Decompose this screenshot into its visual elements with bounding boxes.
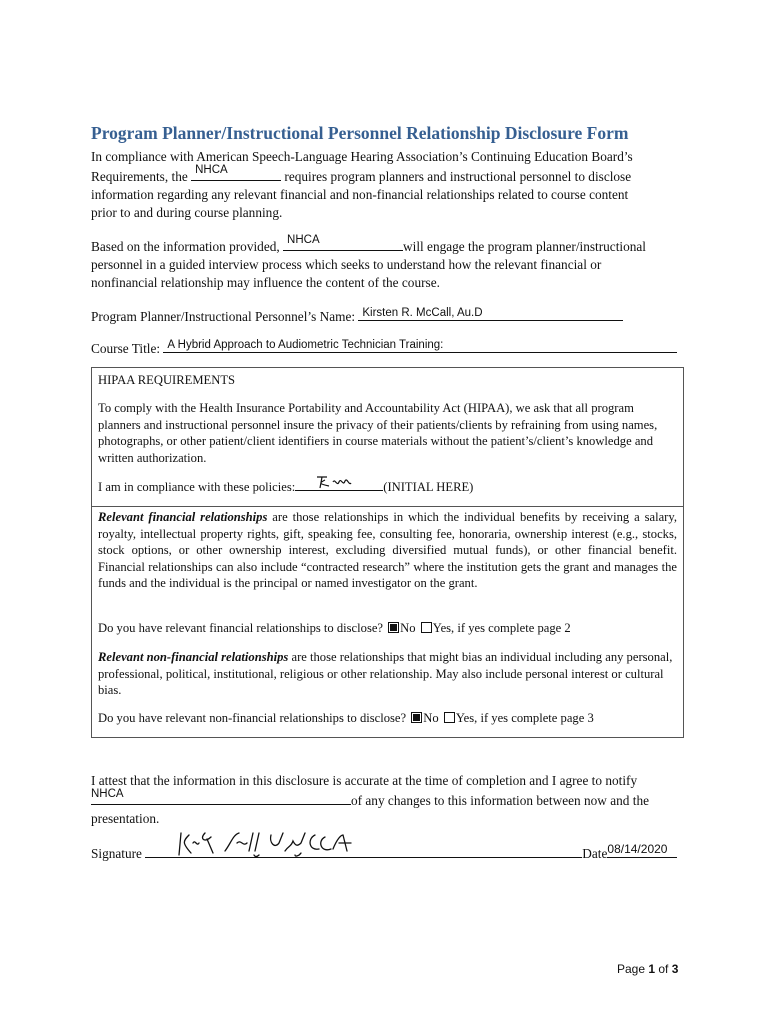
box-divider xyxy=(92,506,683,507)
footer-page-total: 3 xyxy=(671,962,679,976)
nonfinancial-definition: are those relationships that might bias an individual including any personal, professional, political, institutional, religious or other relationship. May also include personal interest or cultural bias. xyxy=(98,650,673,698)
signature-row xyxy=(91,843,677,862)
hipaa-heading: HIPAA REQUIREMENTS xyxy=(98,373,236,387)
intro-paragraph-1 xyxy=(91,148,681,222)
hipaa-compliance-label: I am in compliance with these policies: xyxy=(98,480,296,494)
planner-name-row xyxy=(91,306,623,325)
financial-yes-checkbox[interactable] xyxy=(421,622,432,633)
intro-line-4: prior to and during course planning. xyxy=(91,205,283,220)
course-title-row xyxy=(91,338,677,357)
intro-line-3: information regarding any relevant financial and non-financial relationships related to course content xyxy=(91,187,629,202)
financial-question-row xyxy=(98,620,677,637)
intro-line-2-prefix: Requirements, the xyxy=(91,169,192,184)
hipaa-body: To comply with the Health Insurance Portability and Accountability Act (HIPAA), we ask that all program planners and instructional personnel insure the privacy of their patients/clients by refraining from using names, photographs, or other patient/client identifiers in course materials without the patient’s/client’s knowledge and written authorization. xyxy=(98,401,658,465)
nonfinancial-no-checkbox[interactable] xyxy=(411,712,422,723)
organization-field-1-value: NHCA xyxy=(195,164,228,176)
intro-p2-line-1 xyxy=(91,236,681,256)
signature-field[interactable] xyxy=(145,843,582,858)
planner-name-field[interactable] xyxy=(358,306,623,321)
intro-line-1: In compliance with American Speech-Language Hearing Association’s Continuing Education Board’s xyxy=(91,149,633,164)
attest-organization-value: NHCA xyxy=(91,788,124,800)
nonfinancial-yes-checkbox[interactable] xyxy=(444,712,455,723)
form-title: Program Planner/Instructional Personnel Relationship Disclosure Form xyxy=(91,123,629,143)
footer-of-word: of xyxy=(655,962,672,976)
footer-page-number: 1 xyxy=(648,962,656,976)
attest-line-2 xyxy=(91,790,691,810)
organization-field-1[interactable] xyxy=(191,166,281,181)
attest-line-1: I attest that the information in this disclosure is accurate at the time of completion and I agree to notify xyxy=(91,773,638,788)
handwritten-signature xyxy=(175,829,405,859)
attest-line-2-suffix: of any changes to this information between now and the xyxy=(351,793,649,808)
financial-term: Relevant financial relationships xyxy=(98,510,268,524)
financial-definition: are those relationships in which the individual benefits by receiving a salary, royalty, intellectual property rights, gift, speaking fee, consulting fee, honoraria, ownership interest (e.g., stocks, stock options, or other ownership interest, excluding diversified mutual funds), or other financial benefit. Financial relationships can also include “contracted research” where the institution gets the grant and manages the funds and the individual is the principal or named investigator on the grant. xyxy=(98,510,677,591)
organization-field-2-value: NHCA xyxy=(287,234,320,246)
financial-paragraph xyxy=(98,509,677,592)
initials-signature xyxy=(313,474,373,490)
course-title-value: A Hybrid Approach to Audiometric Technician Training: xyxy=(167,339,444,351)
intro-p2-line-3: nonfinancial relationship may influence the content of the course. xyxy=(91,275,440,290)
date-value: 08/14/2020 xyxy=(607,842,668,856)
intro-p2-suffix: will engage the program planner/instructional xyxy=(403,239,646,254)
initial-here-label: (INITIAL HERE) xyxy=(383,480,474,494)
initial-field[interactable] xyxy=(295,478,383,491)
planner-name-value: Kirsten R. McCall, Au.D xyxy=(362,307,483,319)
nonfinancial-no-label: No xyxy=(423,711,439,725)
footer-page-word: Page xyxy=(617,962,649,976)
attest-organization-field[interactable] xyxy=(91,790,351,805)
financial-question: Do you have relevant financial relationships to disclose? xyxy=(98,621,387,635)
intro-p2-line-2: personnel in a guided interview process which seeks to understand how the relevant financial or xyxy=(91,257,602,272)
nonfinancial-term: Relevant non-financial relationships xyxy=(98,650,289,664)
financial-yes-label: Yes, if yes complete page 2 xyxy=(432,621,571,635)
signature-label: Signature xyxy=(91,846,146,861)
hipaa-compliance-row xyxy=(98,478,677,496)
course-title-field[interactable] xyxy=(163,338,677,353)
nonfinancial-question-row xyxy=(98,710,677,727)
date-label: Date xyxy=(582,846,608,861)
page-footer xyxy=(617,962,678,976)
date-field[interactable] xyxy=(607,843,677,858)
organization-field-2[interactable] xyxy=(283,236,403,251)
intro-p2-prefix: Based on the information provided, xyxy=(91,239,284,254)
course-title-label: Course Title: xyxy=(91,341,164,356)
nonfinancial-paragraph xyxy=(98,649,677,699)
intro-line-2 xyxy=(91,166,681,186)
nonfinancial-question: Do you have relevant non-financial relationships to disclose? xyxy=(98,711,410,725)
financial-no-checkbox[interactable] xyxy=(388,622,399,633)
intro-paragraph-2 xyxy=(91,236,681,292)
financial-no-label: No xyxy=(400,621,416,635)
planner-name-label: Program Planner/Instructional Personnel’s Name: xyxy=(91,309,359,324)
nonfinancial-yes-label: Yes, if yes complete page 3 xyxy=(455,711,594,725)
attest-line-3: presentation. xyxy=(91,811,160,826)
intro-line-2-suffix: requires program planners and instructional personnel to disclose xyxy=(281,169,632,184)
disclosure-box xyxy=(91,367,684,738)
attestation-paragraph xyxy=(91,772,691,828)
